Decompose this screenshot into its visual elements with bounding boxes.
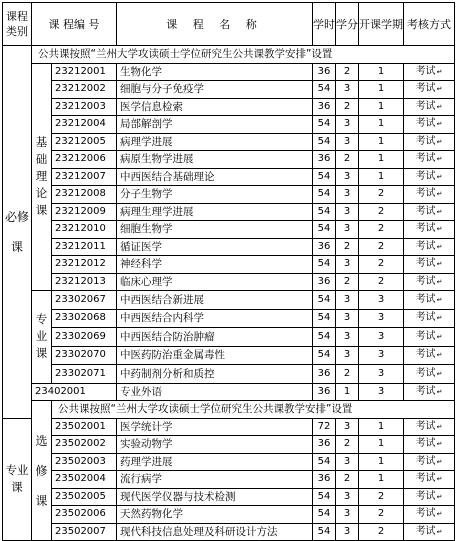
course-hours: 72 (313, 418, 336, 436)
course-assessment: 考试↵ (404, 256, 455, 274)
course-semester: 1 (359, 133, 404, 151)
course-hours: 36 (313, 273, 336, 291)
course-hours: 54 (313, 523, 336, 541)
course-hours: 54 (313, 488, 336, 506)
course-assessment: 考试↵ (404, 346, 455, 365)
course-assessment: 考试↵ (404, 309, 455, 328)
course-credits: 2 (336, 98, 359, 116)
course-assessment: 考试↵ (404, 488, 455, 506)
course-row (3, 365, 455, 384)
course-name: 细胞生物学 (117, 221, 313, 239)
public-course-note: 公共课按照“兰州大学攻读硕士学位研究生公共课教学安排”设置 (32, 46, 455, 64)
course-hours: 36 (313, 383, 336, 401)
paragraph-mark-icon: ↵ (436, 295, 443, 304)
course-code: 23302068 (52, 309, 117, 328)
course-assessment: 考试↵ (404, 203, 455, 221)
course-assessment: 考试↵ (404, 238, 455, 256)
course-semester: 3 (359, 328, 404, 347)
course-name: 中西医结合内科学 (117, 309, 313, 328)
course-row (3, 346, 455, 365)
course-row (3, 151, 455, 169)
paragraph-mark-icon: ↵ (436, 422, 443, 431)
course-name: 病原生物学进展 (117, 151, 313, 169)
course-semester: 3 (359, 365, 404, 384)
course-row (3, 221, 455, 239)
course-semester: 1 (359, 98, 404, 116)
course-assessment: 考试↵ (404, 81, 455, 99)
course-name: 流行病学 (117, 471, 313, 489)
course-name: 天然药物化学 (117, 506, 313, 524)
course-name: 细胞与分子免疫学 (117, 81, 313, 99)
course-row (3, 273, 455, 291)
header-code: 课 程编 号 (32, 3, 117, 46)
course-code: 23212008 (52, 186, 117, 204)
course-credits: 2 (336, 273, 359, 291)
course-semester: 3 (359, 383, 404, 401)
course-name: 中西医结合基础理论 (117, 168, 313, 186)
paragraph-mark-icon: ↵ (436, 332, 443, 341)
course-code: 23212010 (52, 221, 117, 239)
course-credits: 2 (336, 436, 359, 454)
course-hours: 54 (313, 116, 336, 134)
paragraph-mark-icon: ↵ (436, 527, 443, 536)
course-hours: 54 (313, 186, 336, 204)
course-credits: 3 (336, 168, 359, 186)
course-name: 局部解剖学 (117, 116, 313, 134)
course-credits: 3 (336, 346, 359, 365)
course-semester: 1 (359, 168, 404, 186)
paragraph-mark-icon: ↵ (436, 440, 443, 449)
course-name: 生物化学 (117, 63, 313, 81)
course-hours: 36 (313, 151, 336, 169)
paragraph-mark-icon: ↵ (436, 457, 443, 466)
course-semester: 2 (359, 488, 404, 506)
course-credits: 3 (336, 186, 359, 204)
course-code: 23502002 (52, 436, 117, 454)
paragraph-mark-icon: ↵ (436, 510, 443, 519)
course-row-foreign-language (3, 383, 455, 401)
paragraph-mark-icon: ↵ (436, 314, 443, 323)
course-assessment: 考试↵ (404, 98, 455, 116)
course-semester: 1 (359, 63, 404, 81)
course-row (3, 418, 455, 436)
category-required: 必修课 (3, 46, 32, 419)
course-assessment: 考试↵ (404, 151, 455, 169)
course-code: 23502006 (52, 506, 117, 524)
course-credits: 3 (336, 221, 359, 239)
course-semester: 1 (359, 453, 404, 471)
course-hours: 36 (313, 436, 336, 454)
course-assessment: 考试↵ (404, 328, 455, 347)
header-hours: 学时 (313, 3, 336, 46)
course-credits: 3 (336, 488, 359, 506)
subcategory-basic-theory: 基础理论课 (32, 63, 52, 291)
paragraph-mark-icon: ↵ (436, 475, 443, 484)
course-name: 医学统计学 (117, 418, 313, 436)
course-code: 23212011 (52, 238, 117, 256)
course-row (3, 203, 455, 221)
course-credits: 3 (336, 256, 359, 274)
course-semester: 2 (359, 506, 404, 524)
course-semester: 1 (359, 151, 404, 169)
course-credits: 2 (336, 471, 359, 489)
course-credits: 2 (336, 63, 359, 81)
course-credits: 3 (336, 418, 359, 436)
paragraph-mark-icon: ↵ (436, 190, 443, 199)
course-code: 23302070 (52, 346, 117, 365)
paragraph-mark-icon: ↵ (436, 242, 443, 251)
course-row (3, 488, 455, 506)
course-code: 23212004 (52, 116, 117, 134)
paragraph-mark-icon: ↵ (436, 172, 443, 181)
course-semester: 3 (359, 309, 404, 328)
paragraph-mark-icon: ↵ (436, 155, 443, 164)
course-semester: 2 (359, 256, 404, 274)
subcategory-major: 专业课 (32, 291, 52, 384)
course-credits: 3 (336, 506, 359, 524)
course-semester: 1 (359, 116, 404, 134)
course-hours: 54 (313, 291, 336, 310)
course-hours: 36 (313, 471, 336, 489)
paragraph-mark-icon: ↵ (436, 277, 443, 286)
paragraph-mark-icon: ↵ (436, 67, 443, 76)
course-assessment: 考试↵ (404, 436, 455, 454)
course-semester: 1 (359, 436, 404, 454)
course-credits: 3 (336, 309, 359, 328)
course-row (3, 116, 455, 134)
course-code: 23502005 (52, 488, 117, 506)
curriculum-table (2, 2, 455, 541)
course-assessment: 考试↵ (404, 291, 455, 310)
course-name: 现代医学仪器与技术检测 (117, 488, 313, 506)
course-name: 中西医结合新进展 (117, 291, 313, 310)
paragraph-mark-icon: ↵ (436, 207, 443, 216)
course-row (3, 98, 455, 116)
course-hours: 54 (313, 506, 336, 524)
course-code: 23212009 (52, 203, 117, 221)
course-hours: 54 (313, 453, 336, 471)
course-name: 专业外语 (117, 383, 313, 401)
course-semester: 2 (359, 186, 404, 204)
course-semester: 3 (359, 291, 404, 310)
course-hours: 54 (313, 328, 336, 347)
course-hours: 54 (313, 346, 336, 365)
course-credits: 3 (336, 453, 359, 471)
course-assessment: 考试↵ (404, 365, 455, 384)
course-credits: 2 (336, 365, 359, 384)
course-semester: 2 (359, 523, 404, 541)
course-hours: 54 (313, 133, 336, 151)
course-semester: 2 (359, 203, 404, 221)
paragraph-mark-icon: ↵ (436, 225, 443, 234)
course-row (3, 471, 455, 489)
course-code: 23302071 (52, 365, 117, 384)
course-row (3, 328, 455, 347)
paragraph-mark-icon: ↵ (436, 387, 443, 396)
course-hours: 54 (313, 203, 336, 221)
paragraph-mark-icon: ↵ (436, 120, 443, 129)
course-name: 病理生理学进展 (117, 203, 313, 221)
course-code: 23212003 (52, 98, 117, 116)
subcategory-elective-major: 专业课 (3, 418, 32, 541)
course-code: 23502001 (52, 418, 117, 436)
course-code: 23502003 (52, 453, 117, 471)
paragraph-mark-icon: ↵ (436, 369, 443, 378)
header-row (3, 3, 455, 46)
course-assessment: 考试↵ (404, 63, 455, 81)
course-semester: 1 (359, 471, 404, 489)
course-assessment: 考试↵ (404, 116, 455, 134)
paragraph-mark-icon: ↵ (436, 492, 443, 501)
course-name: 中西医结合防治肿瘤 (117, 328, 313, 347)
course-credits: 2 (336, 238, 359, 256)
course-name: 分子生物学 (117, 186, 313, 204)
course-row (3, 256, 455, 274)
course-assessment: 考试↵ (404, 471, 455, 489)
course-hours: 36 (313, 365, 336, 384)
course-code: 23212013 (52, 273, 117, 291)
course-name: 中药制剂分析和质控 (117, 365, 313, 384)
header-category: 课程类别 (3, 3, 32, 46)
header-credits: 学分 (336, 3, 359, 46)
course-name: 医学信息检索 (117, 98, 313, 116)
course-code: 23302069 (52, 328, 117, 347)
course-hours: 54 (313, 168, 336, 186)
header-assessment: 考核方式 (404, 3, 455, 46)
public-course-note-row (3, 401, 455, 419)
course-credits: 3 (336, 116, 359, 134)
course-hours: 36 (313, 238, 336, 256)
course-code: 23212007 (52, 168, 117, 186)
course-hours: 36 (313, 98, 336, 116)
course-hours: 54 (313, 221, 336, 239)
category-elective: 选修课 (32, 401, 52, 541)
course-hours: 54 (313, 81, 336, 99)
course-row (3, 133, 455, 151)
course-credits: 1 (336, 383, 359, 401)
course-assessment: 考试↵ (404, 383, 455, 401)
course-hours: 54 (313, 256, 336, 274)
course-name: 病理学进展 (117, 133, 313, 151)
course-row (3, 453, 455, 471)
course-code: 23212012 (52, 256, 117, 274)
course-assessment: 考试↵ (404, 418, 455, 436)
course-name: 循证医学 (117, 238, 313, 256)
course-row (3, 81, 455, 99)
course-code: 23502004 (52, 471, 117, 489)
course-semester: 3 (359, 346, 404, 365)
course-name: 药理学进展 (117, 453, 313, 471)
course-code: 23212006 (52, 151, 117, 169)
course-row (3, 309, 455, 328)
course-assessment: 考试↵ (404, 186, 455, 204)
course-row (3, 238, 455, 256)
curriculum-table-body (3, 3, 455, 541)
course-assessment: 考试↵ (404, 221, 455, 239)
course-credits: 3 (336, 291, 359, 310)
header-semester: 开课学期 (359, 3, 404, 46)
course-assessment: 考试↵ (404, 133, 455, 151)
course-code: 23502007 (52, 523, 117, 541)
paragraph-mark-icon: ↵ (436, 351, 443, 360)
course-code: 23402001 (32, 383, 117, 401)
course-row (3, 523, 455, 541)
course-code: 23302067 (52, 291, 117, 310)
course-credits: 3 (336, 81, 359, 99)
course-name: 中医药防治重金属毒性 (117, 346, 313, 365)
course-row (3, 186, 455, 204)
course-assessment: 考试↵ (404, 506, 455, 524)
course-semester: 2 (359, 273, 404, 291)
course-credits: 2 (336, 151, 359, 169)
course-assessment: 考试↵ (404, 453, 455, 471)
course-assessment: 考试↵ (404, 523, 455, 541)
course-name: 实验动物学 (117, 436, 313, 454)
course-name: 神经科学 (117, 256, 313, 274)
course-hours: 54 (313, 309, 336, 328)
course-hours: 36 (313, 63, 336, 81)
paragraph-mark-icon: ↵ (436, 137, 443, 146)
course-credits: 3 (336, 133, 359, 151)
course-credits: 3 (336, 328, 359, 347)
course-code: 23212005 (52, 133, 117, 151)
paragraph-mark-icon: ↵ (436, 102, 443, 111)
course-row (3, 168, 455, 186)
public-course-note: 公共课按照“兰州大学攻读硕士学位研究生公共课教学安排”设置 (52, 401, 455, 419)
course-semester: 1 (359, 81, 404, 99)
course-row (3, 436, 455, 454)
course-row (3, 506, 455, 524)
course-code: 23212002 (52, 81, 117, 99)
header-name: 课 程 名 称 (117, 3, 313, 46)
course-name: 现代科技信息处理及科研设计方法 (117, 523, 313, 541)
course-name: 临床心理学 (117, 273, 313, 291)
course-row (3, 291, 455, 310)
paragraph-mark-icon: ↵ (436, 260, 443, 269)
course-semester: 2 (359, 238, 404, 256)
course-row (3, 63, 455, 81)
course-assessment: 考试↵ (404, 168, 455, 186)
course-credits: 3 (336, 523, 359, 541)
course-semester: 1 (359, 418, 404, 436)
course-semester: 2 (359, 221, 404, 239)
paragraph-mark-icon: ↵ (436, 85, 443, 94)
course-assessment: 考试↵ (404, 273, 455, 291)
course-credits: 3 (336, 203, 359, 221)
public-course-note-row (3, 46, 455, 64)
course-code: 23212001 (52, 63, 117, 81)
